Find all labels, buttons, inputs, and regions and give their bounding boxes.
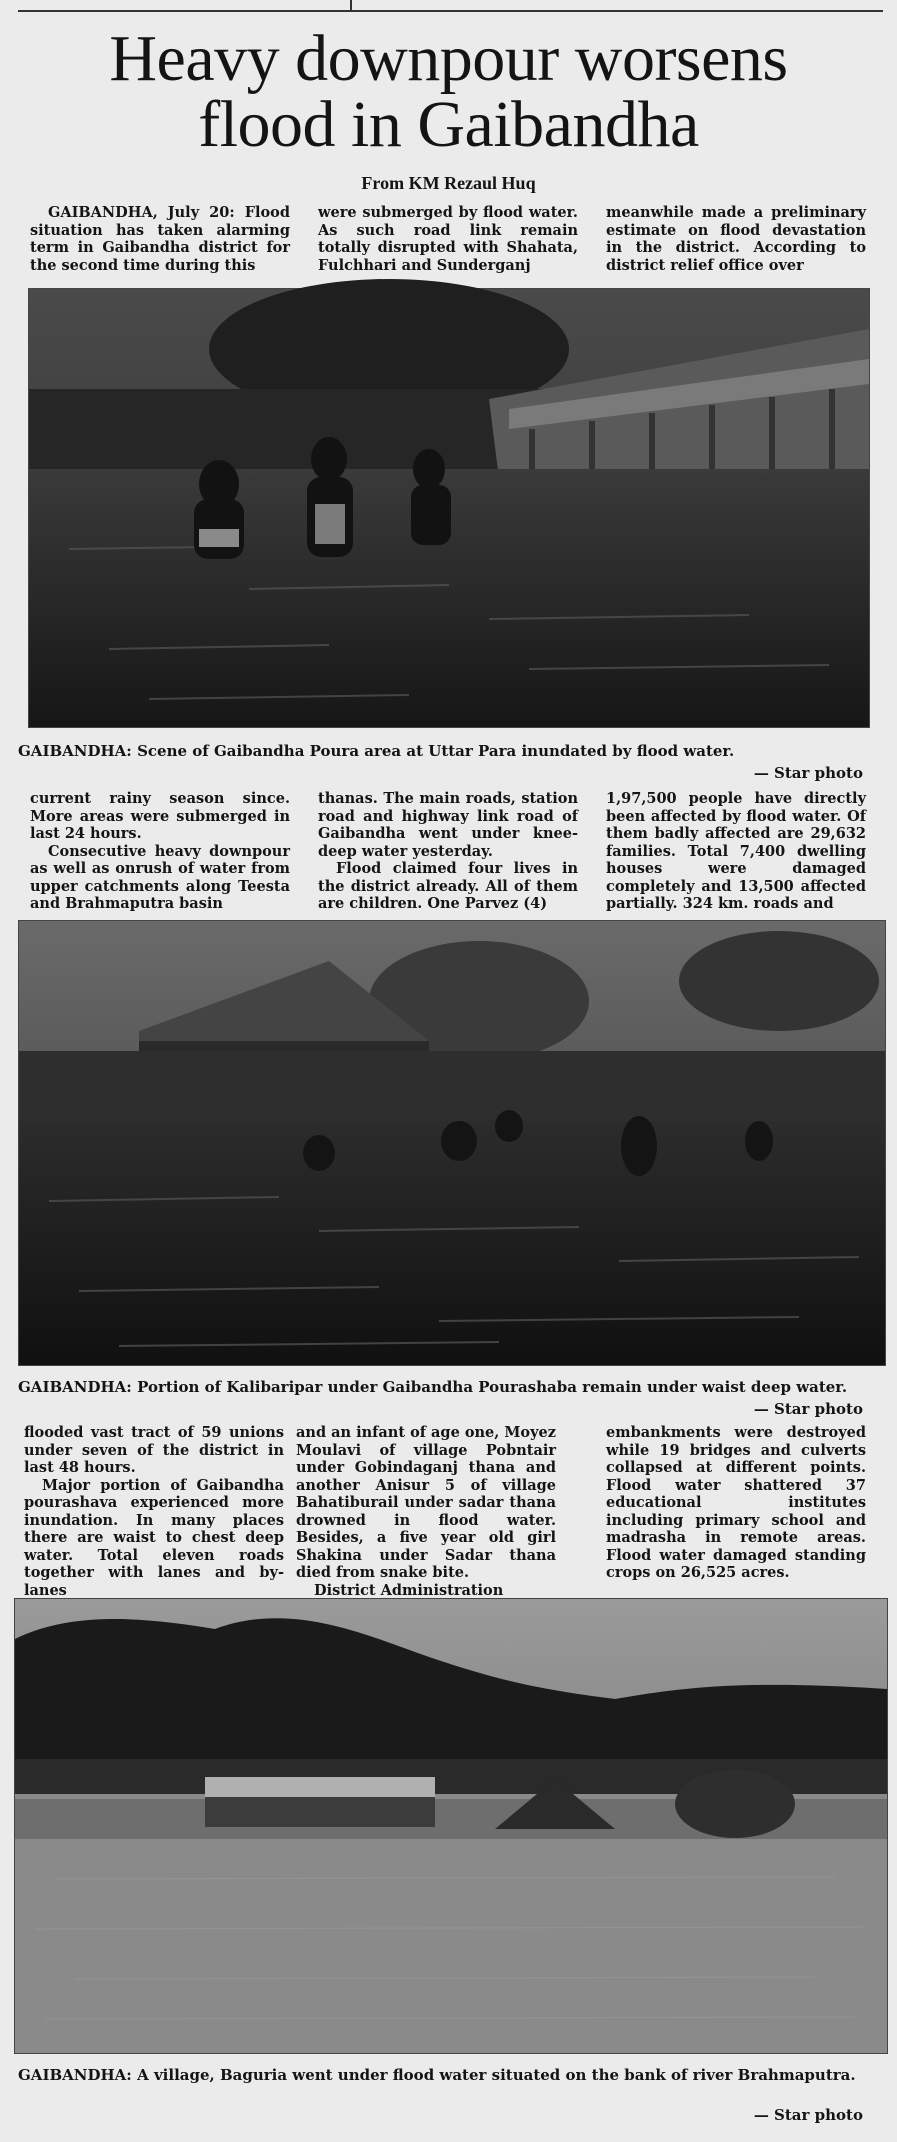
photo3-caption bbox=[18, 2066, 866, 2084]
section3-column-3 bbox=[606, 1424, 866, 1584]
section3-col2-p1: and an infant of age one, Moyez Moulavi of village Pobntair under Gobindaganj thana and another Anisur 5 of village Bahatiburail under sadar thana drowned in flood water. Besides, a five year old girl Shakina under Sadar thana died from snake bite. bbox=[296, 1424, 556, 1581]
photo-kalibaripar-image bbox=[19, 921, 885, 1365]
section2-col3-text: 1,97,500 people have directly been affected by flood water. Of them badly affected are 29,632 families. Total 7,400 dwelling houses were damaged completely and 13,500 affected partially. 324 km. roads and bbox=[606, 790, 866, 912]
section3-col1-p2: Major portion of Gaibandha pourashava experienced more inundation. In many places there are waist to chest deep water. Total eleven roads together with lanes and by-lanes bbox=[24, 1476, 284, 1599]
section1-col1-text: GAIBANDHA, July 20: Flood situation has taken alarming term in Gaibandha district for the second time during this bbox=[30, 204, 290, 274]
photo-kalibaripar-flood bbox=[18, 920, 886, 1366]
photo1-caption-text: Scene of Gaibandha Poura area at Uttar Para inundated by flood water. bbox=[137, 742, 735, 760]
photo3-caption-text: A village, Baguria went under flood water situated on the bank of river Brahmaputra. bbox=[137, 2066, 856, 2084]
section2-column-2 bbox=[318, 790, 578, 914]
photo2-caption-place: GAIBANDHA: bbox=[18, 1378, 132, 1396]
section1-col2-text: were submerged by flood water. As such road link remain totally disrupted with Shahata, Fulchhari and Sunderganj bbox=[318, 204, 578, 274]
headline-line-1: Heavy downpour worsens bbox=[109, 22, 788, 95]
section1-column-2 bbox=[318, 204, 578, 286]
photo-uttar-para-flood bbox=[28, 288, 870, 728]
section3-column-2 bbox=[296, 1424, 556, 1599]
headline-line-2: flood in Gaibandha bbox=[198, 88, 699, 161]
section3-col3-text: embankments were destroyed while 19 bridges and culverts collapsed at different points. Flood water shattered 37 educational institutes including primary school and madrasha in remote areas. Flood water damaged standing crops on 26,525 acres. bbox=[606, 1424, 866, 1581]
byline: From KM Rezaul Huq bbox=[361, 173, 536, 193]
photo3-caption-place: GAIBANDHA: bbox=[18, 2066, 132, 2084]
section2-column-3 bbox=[606, 790, 866, 914]
photo2-caption bbox=[18, 1378, 866, 1396]
photo1-credit: — Star photo bbox=[753, 764, 863, 782]
top-rule-tick bbox=[350, 0, 352, 10]
section3-column-1 bbox=[24, 1424, 284, 1599]
section2-col1-p2: Consecutive heavy downpour as well as onrush of water from upper catchments along Teesta and Brahmaputra basin bbox=[30, 842, 290, 912]
section2-col2-p1: thanas. The main roads, station road and highway link road of Gaibandha went under knee-deep water yesterday. bbox=[318, 790, 578, 860]
photo-baguria-village-flood bbox=[14, 1598, 888, 2054]
section1-col3-text: meanwhile made a preliminary estimate on flood devastation in the district. According to district relief office over bbox=[606, 204, 866, 274]
top-rule bbox=[18, 10, 883, 12]
section1-column-1 bbox=[30, 204, 290, 286]
photo1-caption-place: GAIBANDHA: bbox=[18, 742, 132, 760]
section2-col2-p2: Flood claimed four lives in the district already. All of them are children. One Parvez (4) bbox=[318, 860, 578, 912]
photo1-caption bbox=[18, 742, 866, 760]
photo-uttar-para-image bbox=[29, 289, 869, 727]
photo2-credit: — Star photo bbox=[753, 1400, 863, 1418]
section3-col1-p1: flooded vast tract of 59 unions under seven of the district in last 48 hours. bbox=[24, 1424, 284, 1476]
section1-column-3 bbox=[606, 204, 866, 286]
section3-col2-p2: District Administration bbox=[314, 1581, 504, 1599]
photo-baguria-image bbox=[15, 1599, 887, 2053]
section2-col1-p1: current rainy season since. More areas were submerged in last 24 hours. bbox=[30, 790, 290, 842]
photo2-caption-text: Portion of Kalibaripar under Gaibandha Pourashaba remain under waist deep water. bbox=[137, 1378, 848, 1396]
section2-column-1 bbox=[30, 790, 290, 914]
headline bbox=[0, 22, 897, 161]
photo3-credit: — Star photo bbox=[753, 2106, 863, 2124]
